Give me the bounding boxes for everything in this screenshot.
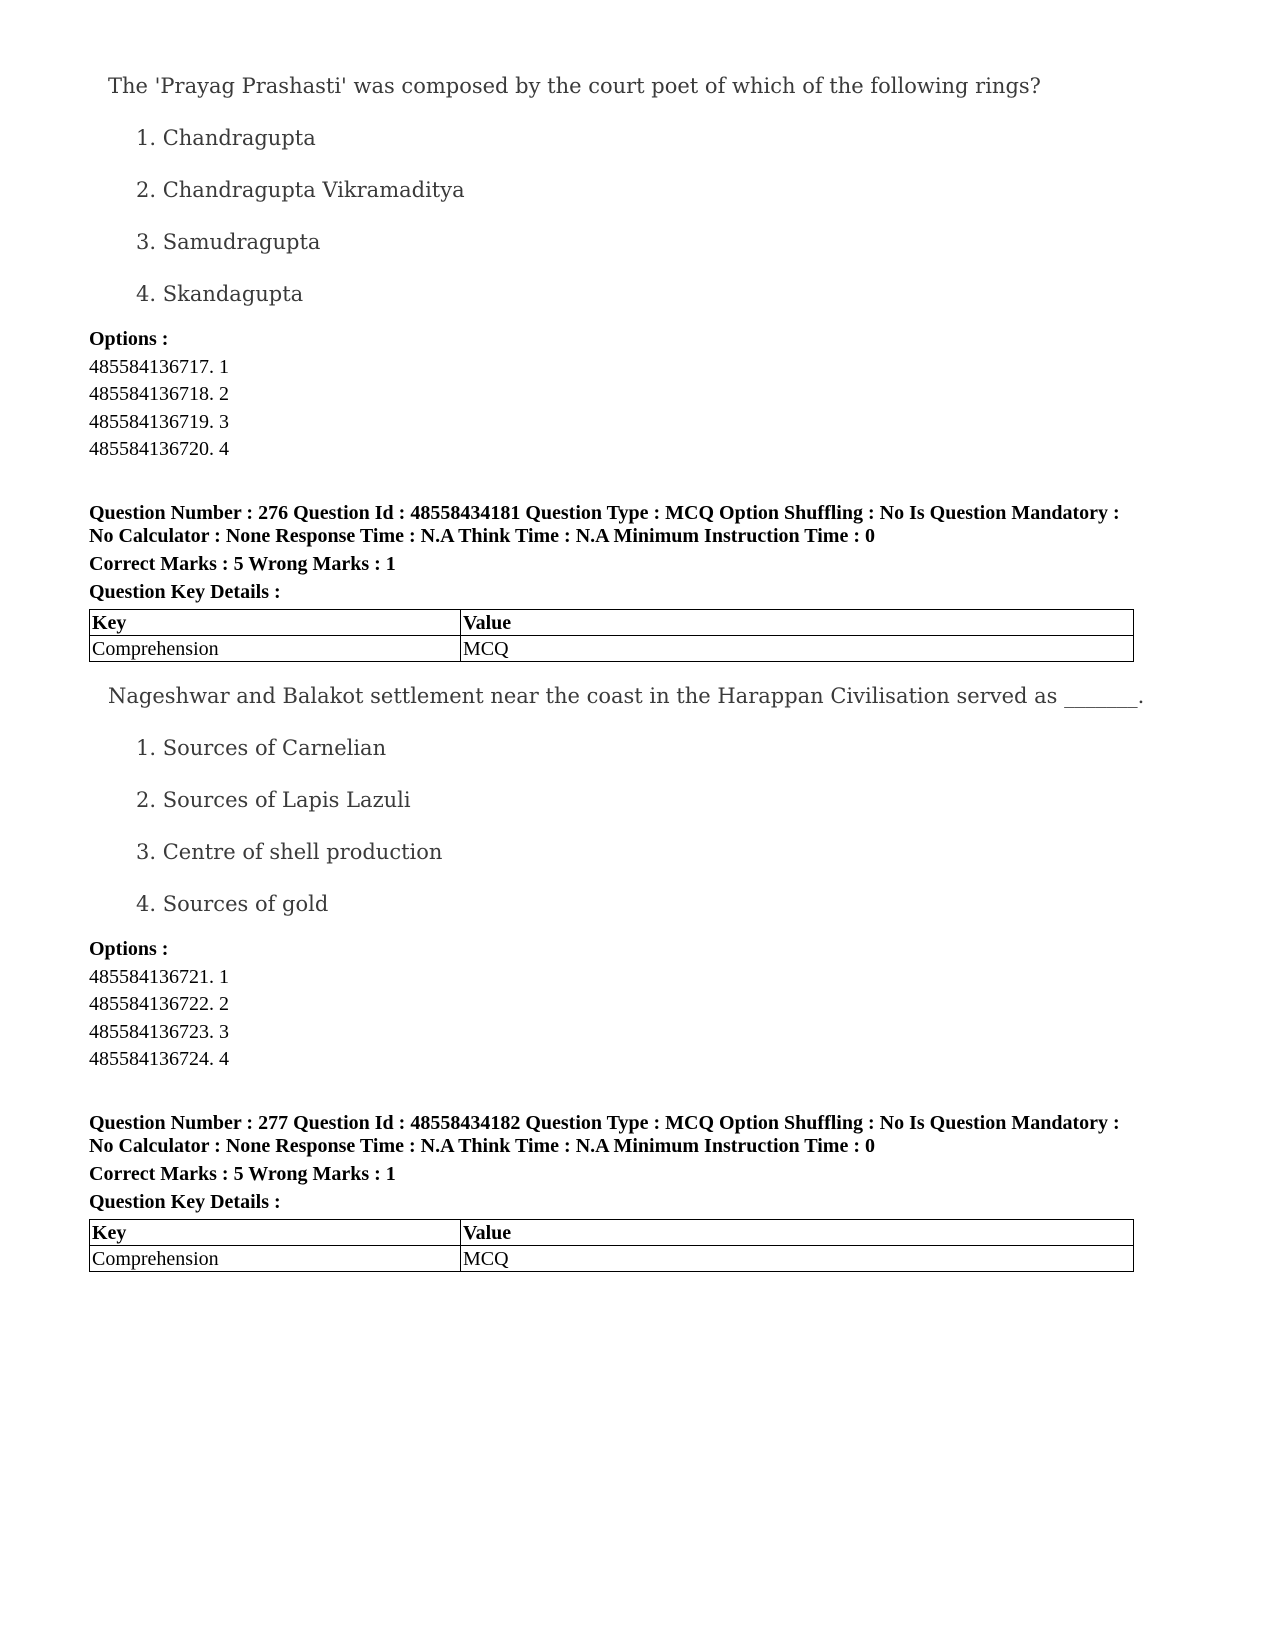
question-choice: 3. Samudragupta (136, 230, 321, 254)
table-header-cell: Key (90, 610, 461, 636)
option-item: 485584136720. 4 (89, 438, 229, 460)
meta-line: No Calculator : None Response Time : N.A Think Time : N.A Minimum Instruction Time : 0 (89, 1135, 875, 1157)
key-details-table (89, 609, 1134, 662)
options-heading: Options : (89, 938, 169, 960)
table-cell: MCQ (461, 1246, 1134, 1272)
table-header-cell: Value (461, 610, 1134, 636)
meta-line: No Calculator : None Response Time : N.A Think Time : N.A Minimum Instruction Time : 0 (89, 525, 875, 547)
table-header-cell: Value (461, 1220, 1134, 1246)
options-list (89, 936, 229, 1074)
option-item: 485584136717. 1 (89, 355, 229, 378)
question-choice: 4. Sources of gold (136, 892, 329, 916)
question-image-2 (108, 682, 1145, 922)
question-choice: 1. Sources of Carnelian (136, 736, 387, 760)
option-item: 485584136724. 4 (89, 1048, 229, 1070)
question-choice: 1. Chandragupta (136, 126, 316, 150)
question-choice: 3. Centre of shell production (136, 840, 443, 864)
table-header-cell: Key (90, 1220, 461, 1246)
table-row (90, 1246, 1134, 1272)
marks-line: Correct Marks : 5 Wrong Marks : 1 (89, 553, 396, 575)
question-stem: Nageshwar and Balakot settlement near the coast in the Harappan Civilisation served as _______. (108, 684, 1145, 708)
key-details-table (89, 1219, 1134, 1272)
option-item: 485584136721. 1 (89, 965, 229, 988)
option-item: 485584136723. 3 (89, 1020, 229, 1043)
marks-line: Correct Marks : 5 Wrong Marks : 1 (89, 1163, 396, 1185)
question-choice: 4. Skandagupta (136, 282, 304, 306)
table-cell: Comprehension (90, 1246, 461, 1272)
table-header-row (90, 610, 1134, 636)
question-meta-277 (89, 1112, 1149, 1214)
options-list (89, 326, 229, 464)
option-item: 485584136718. 2 (89, 383, 229, 405)
question-choice: 2. Chandragupta Vikramaditya (136, 178, 465, 202)
table-cell: MCQ (461, 636, 1134, 662)
options-heading: Options : (89, 328, 169, 350)
table-header-row (90, 1220, 1134, 1246)
meta-line: Question Number : 277 Question Id : 48558434182 Question Type : MCQ Option Shuffling : No Is Question Mandatory : (89, 1112, 1120, 1134)
question-stem: The 'Prayag Prashasti' was composed by the court poet of which of the following rings? (108, 74, 1041, 98)
table-row (90, 636, 1134, 662)
option-item: 485584136722. 2 (89, 993, 229, 1015)
question-image-1 (108, 72, 1068, 312)
question-choice: 2. Sources of Lapis Lazuli (136, 788, 411, 812)
key-details-heading: Question Key Details : (89, 1191, 281, 1213)
option-item: 485584136719. 3 (89, 410, 229, 433)
table-cell: Comprehension (90, 636, 461, 662)
meta-line: Question Number : 276 Question Id : 48558434181 Question Type : MCQ Option Shuffling : No Is Question Mandatory : (89, 502, 1120, 524)
key-details-heading: Question Key Details : (89, 581, 281, 603)
question-meta-276 (89, 502, 1149, 604)
